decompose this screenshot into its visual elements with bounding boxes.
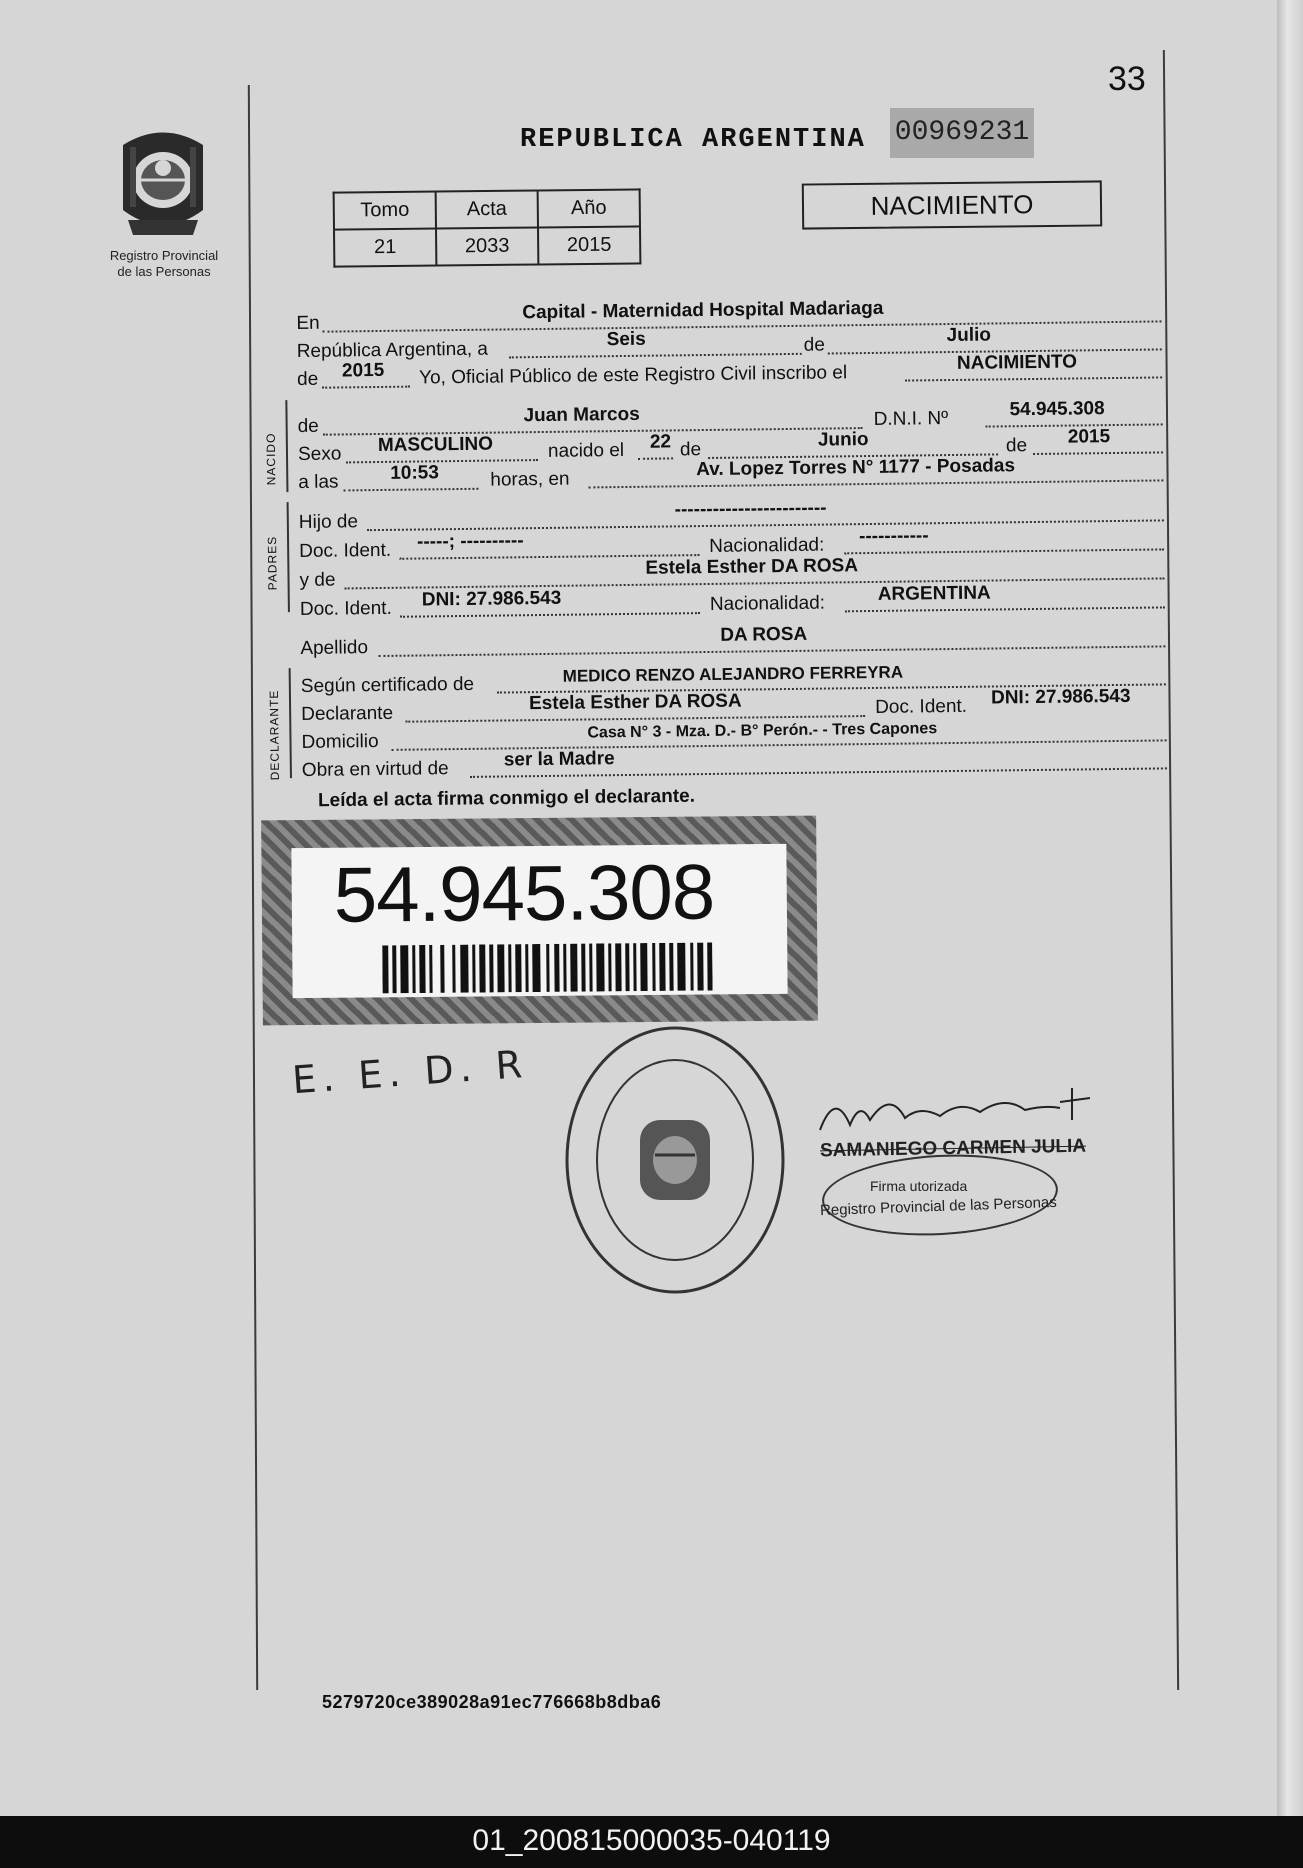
nac-dia-value: 22 xyxy=(649,431,672,453)
doc2-value: DNI: 27.986.543 xyxy=(421,587,562,611)
nac-de-label: de xyxy=(679,439,702,461)
dni-plate-number: 54.945.308 xyxy=(333,847,715,939)
dni-label: D.N.I. Nº xyxy=(873,408,949,430)
logo-caption xyxy=(94,248,234,280)
scan-footer-id: 01_200815000035-040119 xyxy=(0,1816,1303,1868)
certificado-value: MEDICO RENZO ALEJANDRO FERREYRA xyxy=(562,662,904,686)
decl-doc-value: DNI: 27.986.543 xyxy=(990,685,1131,709)
signatory-role: Firma utorizada xyxy=(870,1178,968,1194)
logo-caption-line-2: de las Personas xyxy=(117,264,211,279)
anio-value: 2015 xyxy=(341,359,385,382)
alas-label: a las xyxy=(298,471,339,493)
leida-statement: Leída el acta firma conmigo el declarante. xyxy=(317,785,696,812)
signatory-registry: Registro Provincial de las Personas xyxy=(819,1193,1058,1220)
birth-record-form xyxy=(263,279,1161,781)
apellido-value: DA ROSA xyxy=(720,623,808,646)
doc2-label: Doc. Ident. xyxy=(299,597,392,620)
paper-edge xyxy=(1278,0,1281,40)
domicilio-label: Domicilio xyxy=(301,731,379,753)
mes-value: Julio xyxy=(946,324,992,347)
serial-number: 00969231 xyxy=(890,108,1034,158)
obra-value: ser la Madre xyxy=(503,748,615,771)
sexo-label: Sexo xyxy=(297,443,342,465)
apellido-label: Apellido xyxy=(300,637,369,659)
de2-label: de xyxy=(296,368,319,390)
declarante-value: Estela Esther DA ROSA xyxy=(528,690,742,715)
document-hash: 5279720ce389028a91ec776668b8dba6 xyxy=(322,1692,662,1712)
tomo-header: Tomo xyxy=(334,192,436,230)
declarante-section-label: DECLARANTE xyxy=(266,689,282,781)
en-label: En xyxy=(296,312,320,334)
left-margin-line xyxy=(248,85,258,1690)
misiones-coat-of-arms-icon xyxy=(108,125,218,245)
tomo-value: 21 xyxy=(334,229,436,267)
sexo-value: MASCULINO xyxy=(377,433,494,457)
padres-section-label: PADRES xyxy=(265,535,280,591)
oficial-text: Yo, Oficial Público de este Registro Civil inscribo el xyxy=(418,362,848,389)
acta-header: Acta xyxy=(436,190,538,228)
lugar-value: Capital - Maternidad Hospital Madariaga xyxy=(522,297,884,324)
nacido-de-label: de xyxy=(297,415,319,437)
decl-doc-label: Doc. Ident. xyxy=(875,695,968,718)
declarante-label: Declarante xyxy=(301,702,394,725)
domicilio-value: Casa N° 3 - Mza. D.- B° Perón.- - Tres Capones xyxy=(587,720,938,742)
document-title: REPUBLICA ARGENTINA xyxy=(520,125,866,155)
nac-lugar-value: Av. Lopez Torres N° 1177 - Posadas xyxy=(696,455,1016,481)
yde-label: y de xyxy=(299,569,336,591)
nac-mes-value: Junio xyxy=(817,429,869,451)
nac2-value: ARGENTINA xyxy=(877,582,991,605)
official-seal-icon xyxy=(560,1020,790,1300)
nac2-label: Nacionalidad: xyxy=(709,592,826,615)
nac1-value: ----------- xyxy=(858,525,929,548)
right-margin-line xyxy=(1163,50,1179,1690)
nac1-label: Nacionalidad: xyxy=(709,534,825,557)
republica-label: República Argentina, a xyxy=(296,338,489,362)
record-table-header-row xyxy=(334,189,640,229)
page-number: 33 xyxy=(1108,60,1146,98)
obra-label: Obra en virtud de xyxy=(301,758,449,781)
doc1-label: Doc. Ident. xyxy=(299,539,392,562)
dni-value: 54.945.308 xyxy=(1009,398,1105,421)
record-table xyxy=(333,188,642,267)
padre-value: ------------------------ xyxy=(674,497,827,521)
nacido-section-label: NACIDO xyxy=(263,432,279,486)
madre-value: Estela Esther DA ROSA xyxy=(645,555,859,579)
acta-value: 2033 xyxy=(436,227,538,265)
barcode-icon xyxy=(382,942,712,993)
horas-en-label: horas, en xyxy=(490,468,570,491)
row-apellido xyxy=(300,619,1165,660)
record-table-value-row xyxy=(334,226,640,266)
dni-label-inner xyxy=(291,844,787,998)
doc1-value: -----; ---------- xyxy=(416,530,524,553)
logo-caption-line-1: Registro Provincial xyxy=(109,248,219,263)
handwritten-initials: E. E. D. R xyxy=(290,1041,530,1103)
signatory-name: SAMANIEGO CARMEN JULIA xyxy=(819,1135,1087,1162)
certificado-label: Según certificado de xyxy=(300,673,475,697)
anio-value: 2015 xyxy=(538,226,640,264)
act-type-box: NACIMIENTO xyxy=(802,180,1102,229)
hora-value: 10:53 xyxy=(390,462,439,484)
signature-scribble-icon xyxy=(810,1080,1100,1140)
nac-anio-value: 2015 xyxy=(1067,426,1111,448)
dia-value: Seis xyxy=(606,328,646,351)
dni-label-plate xyxy=(261,816,818,1026)
nacido-el-label: nacido el xyxy=(547,440,625,462)
nombre-value: Juan Marcos xyxy=(523,403,640,427)
inscribo-value: NACIMIENTO xyxy=(956,351,1078,374)
nac-de2-label: de xyxy=(1005,435,1028,457)
hijo-label: Hijo de xyxy=(298,511,359,533)
de-label: de xyxy=(802,335,827,357)
anio-header: Año xyxy=(538,189,640,227)
